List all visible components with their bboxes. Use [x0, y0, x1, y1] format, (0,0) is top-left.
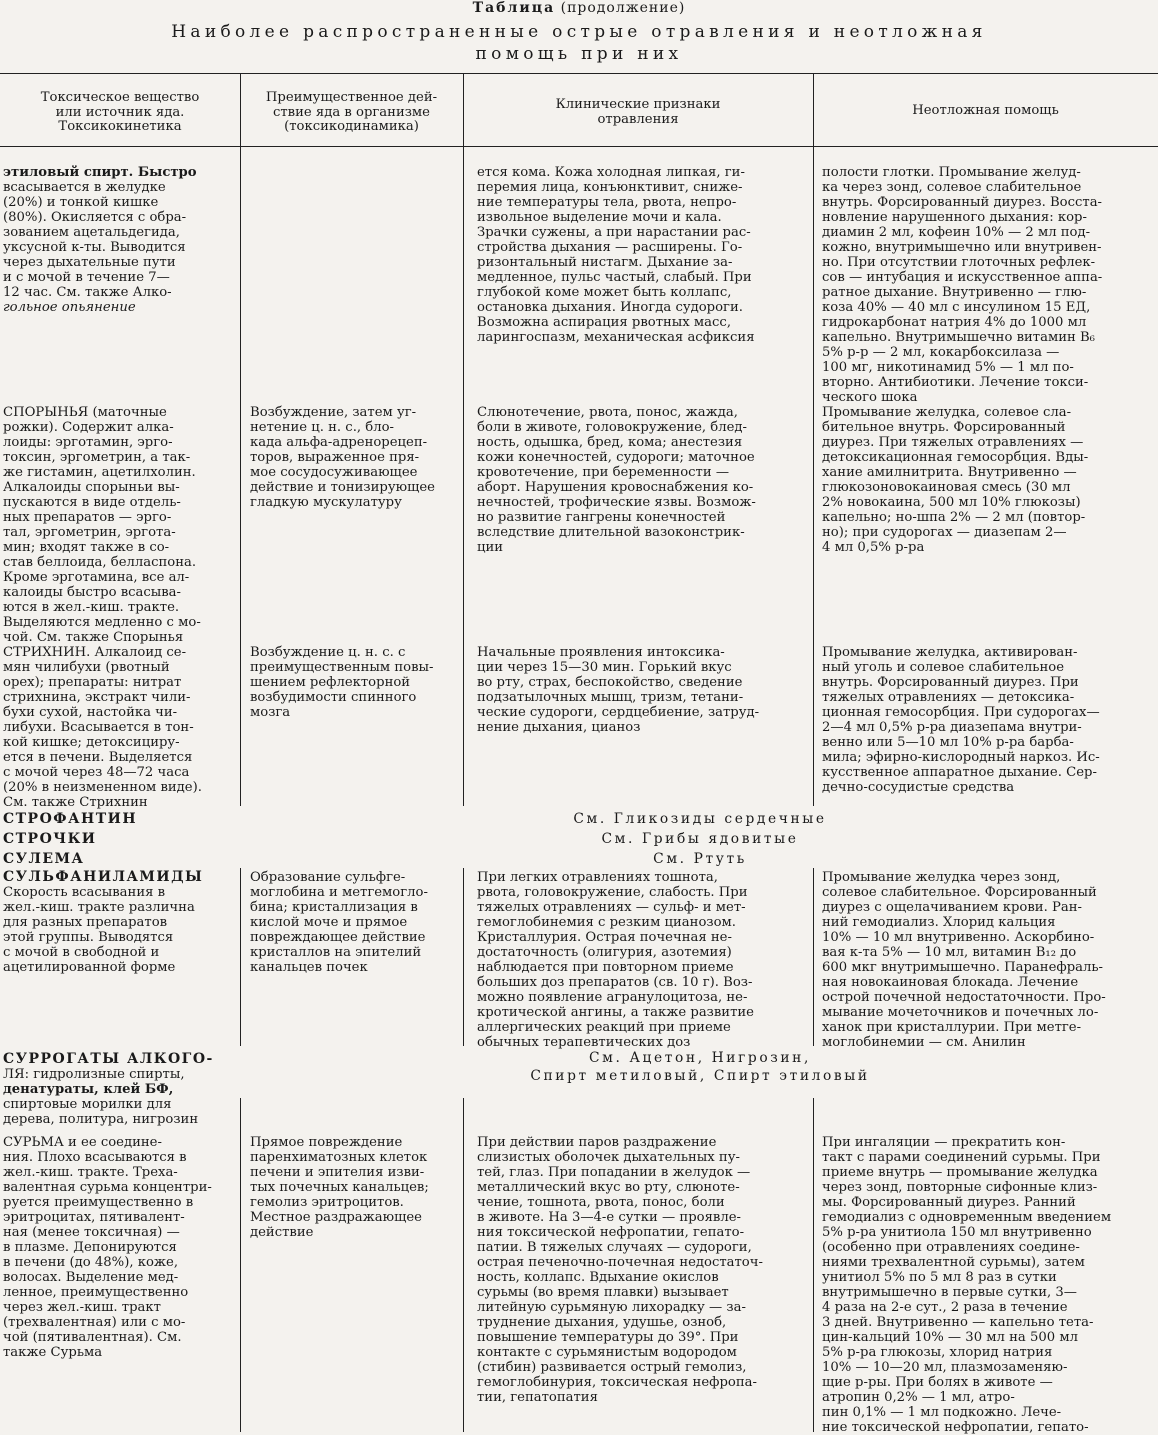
subject-strophanthin: СТРОФАНТИН — [3, 811, 138, 827]
column-divider-3b — [813, 868, 814, 1046]
column-divider-2a — [463, 74, 464, 806]
column-divider-3c — [813, 1098, 814, 1432]
column-divider-3a — [813, 74, 814, 806]
see-also-alcohols: Спирт метиловый, Спирт этиловый — [530, 1068, 870, 1084]
column-divider-2b — [463, 868, 464, 1046]
ethanol-emergency-care: полости глотки. Промывание желуд- ка через зонд, солевое слабительное внутрь. Форсированный диурез. Восста- новление нарушенного дыхания: кор- диамин 2 мл, кофеин 10% — 2 мл под- кожно, внутримышечно или внутривен- но. При отсутствии глоточных рефлек- сов — интубация и искусственное аппа- ратное дыхание. Внутривенно — глю- коза 40% — 40 мл с инсулином 15 ЕД, гидрокарбонат натрия 4% до 1000 мл капельно. Внутримышечно витамин B₆ 5% р-р — 2 мл, кокарбоксилаза — 100 мг, никотинамид 5% — 1 мл по- вторно. Антибиотики. Лечение токси- ческого шока — [822, 165, 1103, 405]
sulfonamides-toxicokinetics: СУЛЬФАНИЛАМИДЫ Скорость всасывания в жел.-киш. тракте различна для разных препаратов этой группы. Выводятся с мочой в свободной и ацетилированной форме — [3, 869, 204, 975]
column-divider-2c — [463, 1098, 464, 1432]
header-bottom-rule — [0, 146, 1158, 147]
strychnine-toxicodynamics: Возбуждение ц. н. с. с преимущественным повы- шением рефлекторной возбудимости спинного мозга — [250, 645, 434, 720]
ethanol-toxicokinetics: этиловый спирт. Быстро всасывается в желудке (20%) и тонкой кишке (80%). Окисляется с обра- зованием ацетальдегида, уксусной к-ты. Выводится через дыхательные пути и с мочой в течение 7— 12 час. См. также Алко- гольное опьянение — [3, 165, 197, 315]
ergot-toxicodynamics: Возбуждение, затем уг- нетение ц. н. с., бло- када альфа-адренорецеп- торов, выраженное пря- мое сосудосуживающее действие и тонизирующее гладкую мускулатуру — [250, 405, 435, 510]
antimony-toxicokinetics: СУРЬМА и ее соедине- ния. Плохо всасываются в жел.-киш. тракте. Треха- валентная сурьма концентри- руется преимущественно в эритроцитах, пятивалент- ная (менее токсичная) — в плазме. Депонируются в печени (до 48%), коже, волосах. Выделение мед- ленное, преимущественно через жел.-киш. тракт (трехвалентная) или с мо- чой (пятивалентная). См. также Сурьма — [3, 1135, 212, 1360]
strychnine-emergency-care: Промывание желудка, активирован- ный уголь и солевое слабительное внутрь. Форсированный диурез. При тяжелых отравлениях — детоксика- ционная гемосорбция. При судорогах— 2—4 мл 0,5% р-ра диазепама внутри- венно или 5—10 мл 10% р-ра барба- мила; эфирно-кислородный наркоз. Ис- кусственное аппаратное дыхание. Сер- дечно-сосудистые средства — [822, 645, 1100, 795]
column-header-toxicodynamics: Преимущественное дей- ствие яда в организме (токсикодинамика) — [265, 90, 438, 134]
column-header-emergency-care: Неотложная помощь — [912, 103, 1059, 118]
ergot-toxicokinetics: СПОРЫНЬЯ (маточные рожки). Содержит алка- лоиды: эрготамин, эрго- токсин, эргометрин, а так- же гистамин, ацетилхолин. Алкалоиды спорыньи вы- пускаются в виде отдель- ных препаратов — эрго- тал, эргометрин, эргота- мин; входят также в со- став беллоида, белласпона. Кроме эрготамина, все ал- калоиды быстро всасыва- ются в жел.-киш. тракте. Выделяются медленно с мо- чой. См. также Спорынья — [3, 405, 201, 645]
column-divider-1c — [240, 1098, 241, 1432]
header-top-rule — [0, 73, 1158, 74]
sulfonamides-toxicodynamics: Образование сульфге- моглобина и метгемогло- бина; кристаллизация в кислой моче и прямое повреждающее действие кристаллов на эпителий канальцев почек — [250, 870, 428, 975]
see-also-mushrooms: См. Грибы ядовитые — [601, 831, 799, 847]
column-divider-1a — [240, 74, 241, 806]
table-title-line-2: помощь при них — [475, 44, 683, 64]
continuation-note: (продолжение) — [560, 0, 686, 16]
sulfonamides-clinical-signs: При легких отравлениях тошнота, рвота, головокружение, слабость. При тяжелых отравлениях — сульф- и мет- гемоглобинемия с резким цианозом. Кристаллурия. Острая почечная не- достаточность (олигурия, азотемия) наблюдается при повторном приеме больших доз препаратов (св. 10 г). Воз- можно появление агранулоцитоза, не- кротической ангины, а также развитие аллергических реакций при приеме обычных терапевтических доз — [477, 870, 754, 1050]
table-word: Таблица — [472, 0, 556, 16]
ergot-emergency-care: Промывание желудка, солевое сла- бительное внутрь. Форсированный диурез. При тяжелых отравлениях — детоксикационная гемосорбция. Вды- хание амилнитрита. Внутривенно — глюкозоновокаиновая смесь (30 мл 2% новокаина, 500 мл 10% глюкозы) капельно; но-шпа 2% — 2 мл (повтор- но); при судорогах — диазепам 2— 4 мл 0,5% р-ра — [822, 405, 1089, 555]
see-also-glycosides: См. Гликозиды сердечные — [573, 811, 827, 827]
sulfonamides-emergency-care: Промывание желудка через зонд, солевое слабительное. Форсированный диурез с ощелачиванием крови. Ран- ний гемодиализ. Хлорид кальция 10% — 10 мл внутривенно. Аскорбино- вая к-та 5% — 10 мл, витамин B₁₂ до 600 мкг внутримышечно. Паранефраль- ная новокаиновая блокада. Лечение острой почечной недостаточности. Про- мывание мочеточников и почечных ло- ханок при кристаллурии. При метге- моглобинемии — см. Анилин — [822, 870, 1106, 1050]
column-divider-1b — [240, 868, 241, 1046]
table-label — [0, 0, 1158, 16]
strychnine-toxicokinetics: СТРИХНИН. Алкалоид се- мян чилибухи (рвотный орех); препараты: нитрат стрихнина, экстракт чили- бухи сухой, настойка чи- либухи. Всасывается в тон- кой кишке; детоксициру- ется в печени. Выделяется с мочой через 48—72 часа (20% в неизмененном виде). См. также Стрихнин — [3, 645, 202, 810]
column-header-toxic-substance: Токсическое вещество или источник яда. Токсикокинетика — [40, 90, 200, 134]
antimony-clinical-signs: При действии паров раздражение слизистых оболочек дыхательных пу- тей, глаз. При попадании в желудок — металлический вкус во рту, слюноте- чение, тошнота, рвота, понос, боли в животе. На 3—4-е сутки — проявле- ния токсической нефропатии, гепато- патии. В тяжелых случаях — судороги, острая печеночно-почечная недостаточ- ность, коллапс. Вдыхание окислов сурьмы (во время плавки) вызывает литейную сурьмяную лихорадку — за- труднение дыхания, удушье, озноб, повышение температуры до 39°. При контакте с сурьмянистым водородом (стибин) развивается острый гемолиз, гемоглобинурия, токсическая нефропа- тии, гепатопатия — [477, 1135, 763, 1405]
ethanol-clinical-signs: ется кома. Кожа холодная липкая, ги- перемия лица, конъюнктивит, сниже- ние температуры тела, рвота, непро- извольное выделение мочи и кала. Зрачки сужены, а при нарастании рас- стройства дыхания — расширены. Го- ризонтальный нистагм. Дыхание за- медленное, пульс частый, слабый. При глубокой коме может быть коллапс, остановка дыхания. Иногда судороги. Возможна аспирация рвотных масс, ларингоспазм, механическая асфиксия — [477, 165, 755, 345]
see-also-acetone: См. Ацетон, Нигрозин, — [589, 1050, 811, 1066]
strychnine-clinical-signs: Начальные проявления интоксика- ции через 15—30 мин. Горький вкус во рту, страх, беспокойство, сведение подзатылочных мышц, тризм, тетани- ческие судороги, сердцебиение, затруд- нение дыхания, цианоз — [477, 645, 760, 735]
subject-morels: СТРОЧКИ — [3, 831, 97, 847]
see-also-mercury: См. Ртуть — [653, 851, 747, 867]
surrogates-toxicokinetics: СУРРОГАТЫ АЛКОГО- ЛЯ: гидролизные спирты, денатураты, клей БФ, спиртовые морилки для дерева, политура, нигрозин — [3, 1051, 214, 1127]
ergot-clinical-signs: Слюнотечение, рвота, понос, жажда, боли в животе, головокружение, блед- ность, одышка, бред, кома; анестезия кожи конечностей, судороги; маточное кровотечение, при беременности — аборт. Нарушения кровоснабжения ко- нечностей, трофические язвы. Возмож- но развитие гангрены конечностей вследствие длительной вазоконстрик- ции — [477, 405, 756, 555]
column-header-clinical-signs: Клинические признаки отравления — [555, 97, 721, 127]
antimony-toxicodynamics: Прямое повреждение паренхиматозных клеток печени и эпителия изви- тых почечных канальцев; гемолиз эритроцитов. Местное раздражающее действие — [250, 1135, 429, 1240]
table-title-line-1: Наиболее распространенные острые отравления и неотложная — [171, 22, 987, 42]
subject-sublimate: СУЛЕМА — [3, 851, 85, 867]
antimony-emergency-care: При ингаляции — прекратить кон- такт с парами соединений сурьмы. При приеме внутрь — промывание желудка через зонд, повторные сифонные клиз- мы. Форсированный диурез. Ранний гемодиализ с одновременным введением 5% р-ра унитиола 150 мл внутривенно (особенно при отравлениях соедине- ниями трехвалентной сурьмы), затем унитиол 5% по 5 мл 8 раз в сутки внутримышечно в первые сутки, 3— 4 раза на 2-е сут., 2 раза в течение 3 дней. Внутривенно — капельно тета- цин-кальций 10% — 30 мл на 500 мл 5% р-ра глюкозы, хлорид натрия 10% — 10—20 мл, плазмозаменяю- щие р-ры. При болях в животе — атропин 0,2% — 1 мл, атро- пин 0,1% — 1 мл подкожно. Лече- ние токсической нефропатии, гепато- — [822, 1135, 1112, 1435]
